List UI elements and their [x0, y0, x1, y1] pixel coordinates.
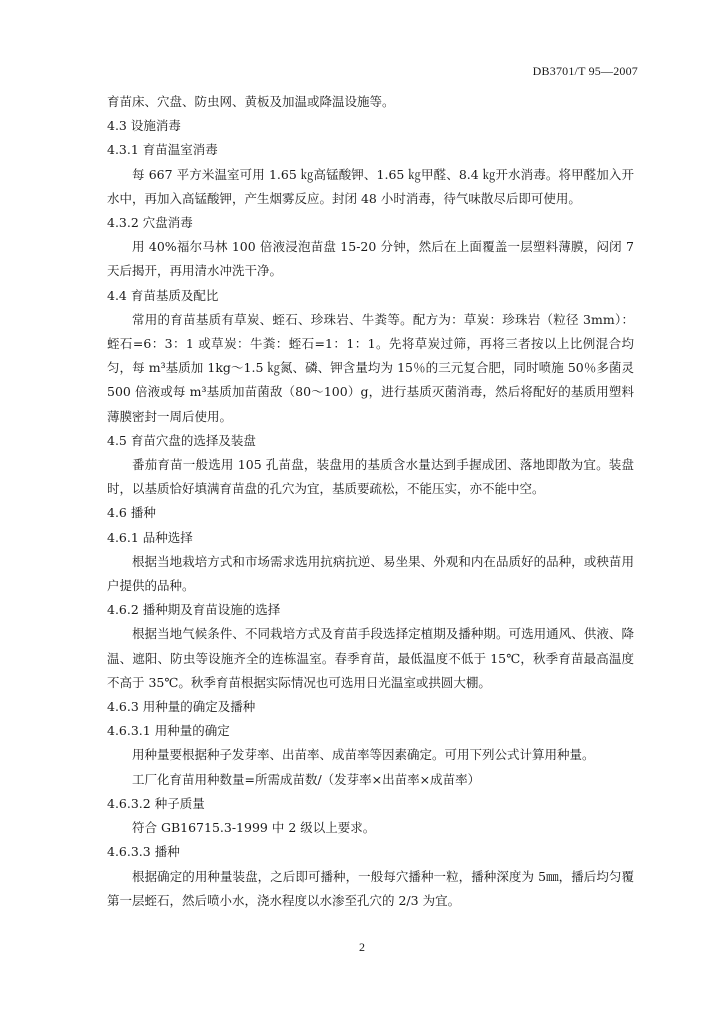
paragraph-tray-filling: 番茄育苗一般选用 105 孔苗盘，装盘用的基质含水量达到手握成团、落地即散为宜。装盘时，以基质恰好填满育苗盘的孔穴为宜，基质要疏松，不能压实，亦不能中空。 — [107, 457, 634, 497]
page-number: 2 — [359, 940, 365, 954]
paragraph-sowing-period: 根据当地气候条件、不同栽培方式及育苗手段选择定植期及播种期。可选用通风、供液、降温、遮阳、防虫等设施齐全的连栋温室。春季育苗，最低温度不低于 15℃，秋季育苗最高温度不高于 35℃。秋季育苗根据实际情况也可选用日光温室或拱圆大棚。 — [107, 626, 634, 690]
heading-4-6-3-1: 4.6.3.1 用种量的确定 — [107, 723, 230, 739]
heading-4-6-2: 4.6.2 播种期及育苗设施的选择 — [107, 602, 281, 618]
heading-4-5: 4.5 育苗穴盘的选择及装盘 — [107, 432, 256, 448]
paragraph-greenhouse-disinfection: 每 667 平方米温室可用 1.65 ㎏高锰酸钾、1.65 ㎏甲醛、8.4 ㎏开水消毒。将甲醛加入开水中，再加入高锰酸钾，产生烟雾反应。封闭 48 小时消毒，待气味散尽后即可使用。 — [107, 166, 634, 206]
paragraph-sowing: 根据确定的用种量装盘，之后即可播种，一般每穴播种一粒，播种深度为 5㎜，播后均匀覆第一层蛭石，然后喷小水，浇水程度以水渗至孔穴的 2/3 为宜。 — [107, 868, 634, 908]
paragraph-seed-quality: 符合 GB16715.3-1999 中 2 级以上要求。 — [132, 820, 376, 836]
formula-seed-amount: 工厂化育苗用种数量=所需成苗数/（发芽率×出苗率×成苗率） — [132, 771, 481, 787]
paragraph-substrate: 常用的育苗基质有草炭、蛭石、珍珠岩、牛粪等。配方为：草炭：珍珠岩（粒径 3mm）：蛭石=6：3：1 或草炭：牛粪：蛭石=1：1：1。先将草炭过筛，再将三者按以上比例混合均匀，每 m³基质加 1kg～1.5 ㎏氮、磷、钾含量均为 15％的三元复合肥，同时喷施 50％多菌灵 500 倍液或每 m³基质加苗菌敌（80～100）g，进行基质灭菌消毒，然后将配好的基质用塑料薄膜密封一周后使用。 — [107, 311, 634, 424]
heading-4-6-3: 4.6.3 用种量的确定及播种 — [107, 699, 256, 715]
heading-4-6: 4.6 播种 — [107, 505, 156, 521]
paragraph-tray-disinfection: 用 40%福尔马林 100 倍液浸泡苗盘 15-20 分钟，然后在上面覆盖一层塑料薄膜，闷闭 7 天后揭开，再用清水冲洗干净。 — [107, 239, 634, 279]
heading-4-3: 4.3 设施消毒 — [107, 118, 181, 134]
standard-code: DB3701/T 95—2007 — [532, 64, 638, 78]
heading-4-4: 4.4 育苗基质及配比 — [107, 287, 219, 303]
heading-4-6-3-2: 4.6.3.2 种子质量 — [107, 795, 205, 811]
paragraph-variety-selection: 根据当地栽培方式和市场需求选用抗病抗逆、易坐果、外观和内在品质好的品种，或秧苗用户提供的品种。 — [107, 553, 634, 594]
heading-4-3-1: 4.3.1 育苗温室消毒 — [107, 142, 218, 158]
heading-4-6-3-3: 4.6.3.3 播种 — [107, 844, 180, 860]
document-body — [107, 90, 634, 913]
continued-text: 育苗床、穴盘、防虫网、黄板及加温或降温设施等。 — [107, 94, 395, 109]
paragraph-seed-amount: 用种量要根据种子发芽率、出苗率、成苗率等因素确定。可用下列公式计算用种量。 — [132, 747, 595, 763]
heading-4-6-1: 4.6.1 品种选择 — [107, 529, 193, 545]
heading-4-3-2: 4.3.2 穴盘消毒 — [107, 215, 193, 231]
